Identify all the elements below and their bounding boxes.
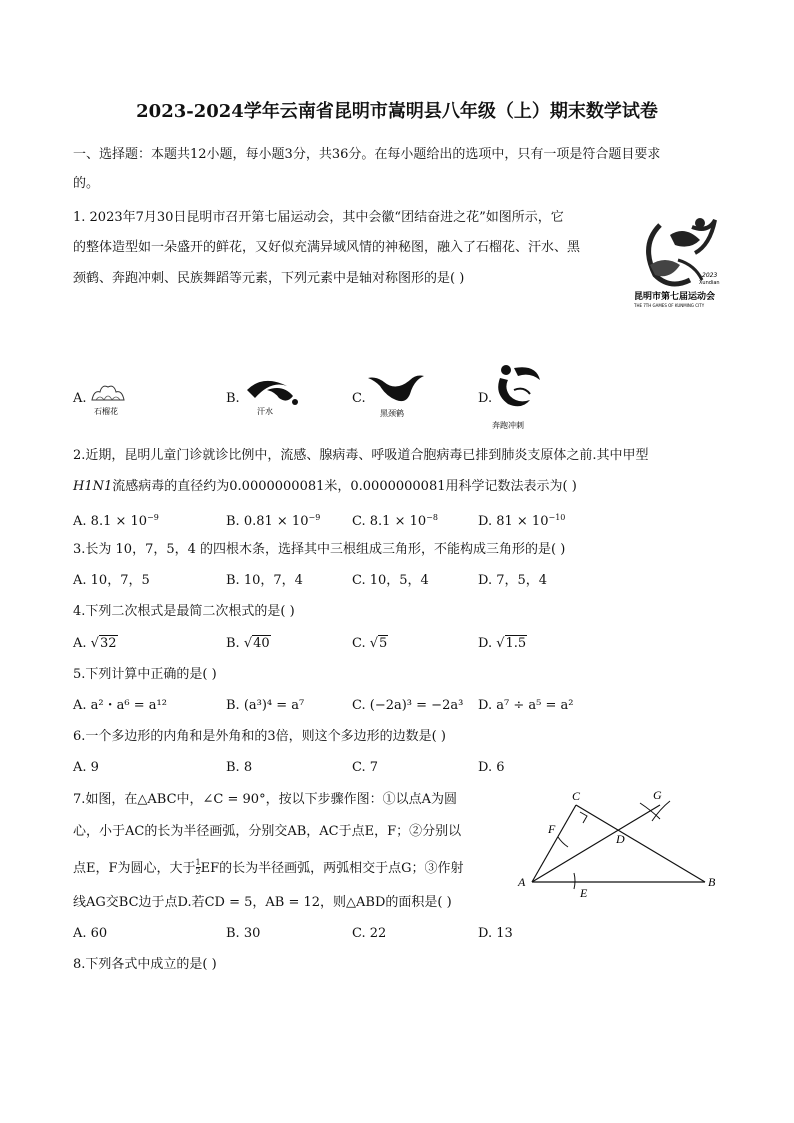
q2-option-a-exp: −9 (147, 513, 159, 522)
q2-option-a-letter: A. (73, 514, 87, 529)
q4-option-b-radicand: 40 (253, 636, 270, 651)
q2-option-c-base: 8.1 × 10 (369, 514, 427, 529)
q7-half-numerator: 1 (195, 858, 201, 867)
q4-option-d: D. √1.5 (478, 636, 527, 651)
q4-option-c-letter: C. (352, 636, 366, 651)
q2-option-d-letter: D. (478, 514, 493, 529)
q6-option-d: D. 6 (478, 760, 505, 775)
q2-line1: 2.近期，昆明儿童门诊就诊比例中，流感、腺病毒、呼吸道合胞病毒已排到肺炎支原体之前.其中甲型 (73, 448, 649, 463)
q6-option-c: C. 7 (352, 760, 379, 775)
pomegranate-flower-icon (88, 378, 128, 418)
q1-line3: 颈鹤、奔跑冲刺、民族舞蹈等元素，下列元素中是轴对称图形的是( ) (73, 271, 465, 286)
q2-option-b-exp: −9 (308, 513, 321, 522)
q4-option-c: C. √5 (352, 636, 388, 651)
sprint-runner-icon (490, 360, 550, 432)
label-c: C (572, 789, 581, 803)
q5-option-c: C. (−2a)³ = −2a³ (352, 698, 464, 713)
label-g: G (653, 788, 662, 802)
q6-option-a: A. 9 (73, 760, 99, 775)
logo-en: THE 7TH GAMES OF KUNMING CITY (634, 303, 705, 308)
right-angle-mark (580, 812, 587, 823)
black-necked-crane-icon (366, 370, 426, 420)
q1-option-c-letter: C. (352, 391, 366, 406)
q6-option-b: B. 8 (226, 760, 253, 775)
q2-option-b (226, 510, 320, 530)
q7-line3 (73, 859, 464, 877)
label-a: A (518, 875, 526, 889)
q2-option-d-base: 81 × 10 (496, 514, 549, 529)
section-heading-line2: 的。 (73, 176, 100, 191)
q7-option-d: D. 13 (478, 926, 513, 941)
q6-line1: 6.一个多边形的内角和是外角和的3倍，则这个多边形的边数是( ) (73, 729, 446, 744)
page-title: 2023-2024学年云南省昆明市嵩明县八年级（上）期末数学试卷 (136, 101, 658, 122)
q2-option-b-base: 0.81 × 10 (243, 514, 309, 529)
q8-line1: 8.下列各式中成立的是( ) (73, 957, 217, 972)
q1-option-b-letter: B. (226, 391, 240, 406)
q5-option-b: B. (a³)⁴ = a⁷ (226, 698, 305, 713)
q7-option-b: B. 30 (226, 926, 261, 941)
q5-line1: 5.下列计算中正确的是( ) (73, 667, 217, 682)
segment-ac (532, 805, 576, 882)
q3-option-c: C. 10，5，4 (352, 573, 429, 588)
arc-e (574, 873, 575, 889)
q1-option-d-caption: 奔跑冲刺 (492, 421, 524, 430)
q7-option-a: A. 60 (73, 926, 108, 941)
q4-option-a-letter: A. (73, 636, 87, 651)
q2-option-c-letter: C. (352, 514, 366, 529)
q3-option-b: B. 10，7，4 (226, 573, 303, 588)
q4-option-d-radicand: 1.5 (505, 636, 527, 651)
q2-line2 (73, 479, 577, 495)
arc-g2 (652, 801, 670, 821)
q1-option-b-caption: 汗水 (257, 407, 273, 416)
label-b: B (708, 875, 716, 889)
q1-option-c-caption: 黑颈鹤 (380, 409, 404, 418)
q2-line2-rest: 流感病毒的直径约为0.0000000081米，0.0000000081用科学记数法表示为( ) (112, 479, 577, 494)
q4-option-c-radicand: 5 (379, 636, 388, 651)
label-d: D (616, 832, 625, 846)
q7-line3-pre: 点E，F为圆心，大于 (73, 861, 196, 876)
q4-option-b: B. √40 (226, 636, 270, 651)
q2-option-c-exp: −8 (426, 513, 438, 522)
q2-option-b-letter: B. (226, 514, 240, 529)
q7-option-c: C. 22 (352, 926, 387, 941)
q1-option-a-letter: A. (73, 391, 87, 406)
q4-option-b-letter: B. (226, 636, 240, 651)
q1-line2: 的整体造型如一朵盛开的鲜花，又好似充满异域风情的神秘图，融入了石榴花、汗水、黑 (73, 240, 581, 255)
sweat-drop-icon (243, 372, 303, 417)
q7-line4: 线AG交BC边于点D.若CD = 5，AB = 12，则△ABD的面积是( ) (73, 895, 452, 910)
q5-option-a: A. a²・a⁶ = a¹² (73, 698, 167, 713)
q5-option-d: D. a⁷ ÷ a⁵ = a² (478, 698, 574, 713)
logo-sub: Xundian (699, 280, 720, 286)
q3-line1: 3.长为 10，7，5，4 的四根木条，选择其中三根组成三角形，不能构成三角形的是( ) (73, 542, 566, 557)
q1-line1: 1. 2023年7月30日昆明市召开第七届运动会，其中会徽“团结奋进之花”如图所示，它 (73, 210, 564, 225)
q1-option-d-letter: D. (478, 391, 493, 406)
q3-option-a: A. 10，7，5 (73, 573, 150, 588)
label-f: F (548, 822, 556, 836)
arc-f (558, 837, 568, 847)
q7-half-denominator: 2 (195, 867, 201, 876)
q7-line3-post: EF的长为半径画弧，两弧相交于点G；③作射 (200, 861, 464, 876)
q2-line2-virus-name: H1N1 (73, 479, 113, 494)
q3-option-d: D. 7，5，4 (478, 573, 548, 588)
triangle-construction-figure (510, 785, 730, 900)
q4-line1: 4.下列二次根式是最简二次根式的是( ) (73, 604, 295, 619)
section-heading-line1: 一、选择题：本题共12小题，每小题3分，共36分。在每小题给出的选项中，只有一项是符合题目要求 (73, 147, 661, 162)
label-e: E (580, 886, 588, 900)
q7-line1: 7.如图，在△ABC中，∠C = 90°，按以下步骤作图：①以点A为圆 (73, 792, 457, 807)
q4-option-a: A. √32 (73, 636, 117, 651)
q4-option-d-letter: D. (478, 636, 493, 651)
q2-option-d (478, 510, 565, 530)
q2-option-d-exp: −10 (548, 513, 566, 522)
q2-option-a (73, 510, 159, 530)
q2-option-a-base: 8.1 × 10 (90, 514, 148, 529)
logo-name: 昆明市第七届运动会 (634, 292, 716, 302)
q7-line2: 心，小于AC的长为半径画弧，分别交AB，AC于点E，F；②分别以 (73, 824, 462, 839)
q1-option-a-caption: 石榴花 (94, 407, 118, 416)
q4-option-a-radicand: 32 (99, 636, 117, 651)
logo-year: 2023 (702, 272, 718, 279)
q2-option-c (352, 510, 438, 530)
games-logo-image (630, 205, 730, 315)
